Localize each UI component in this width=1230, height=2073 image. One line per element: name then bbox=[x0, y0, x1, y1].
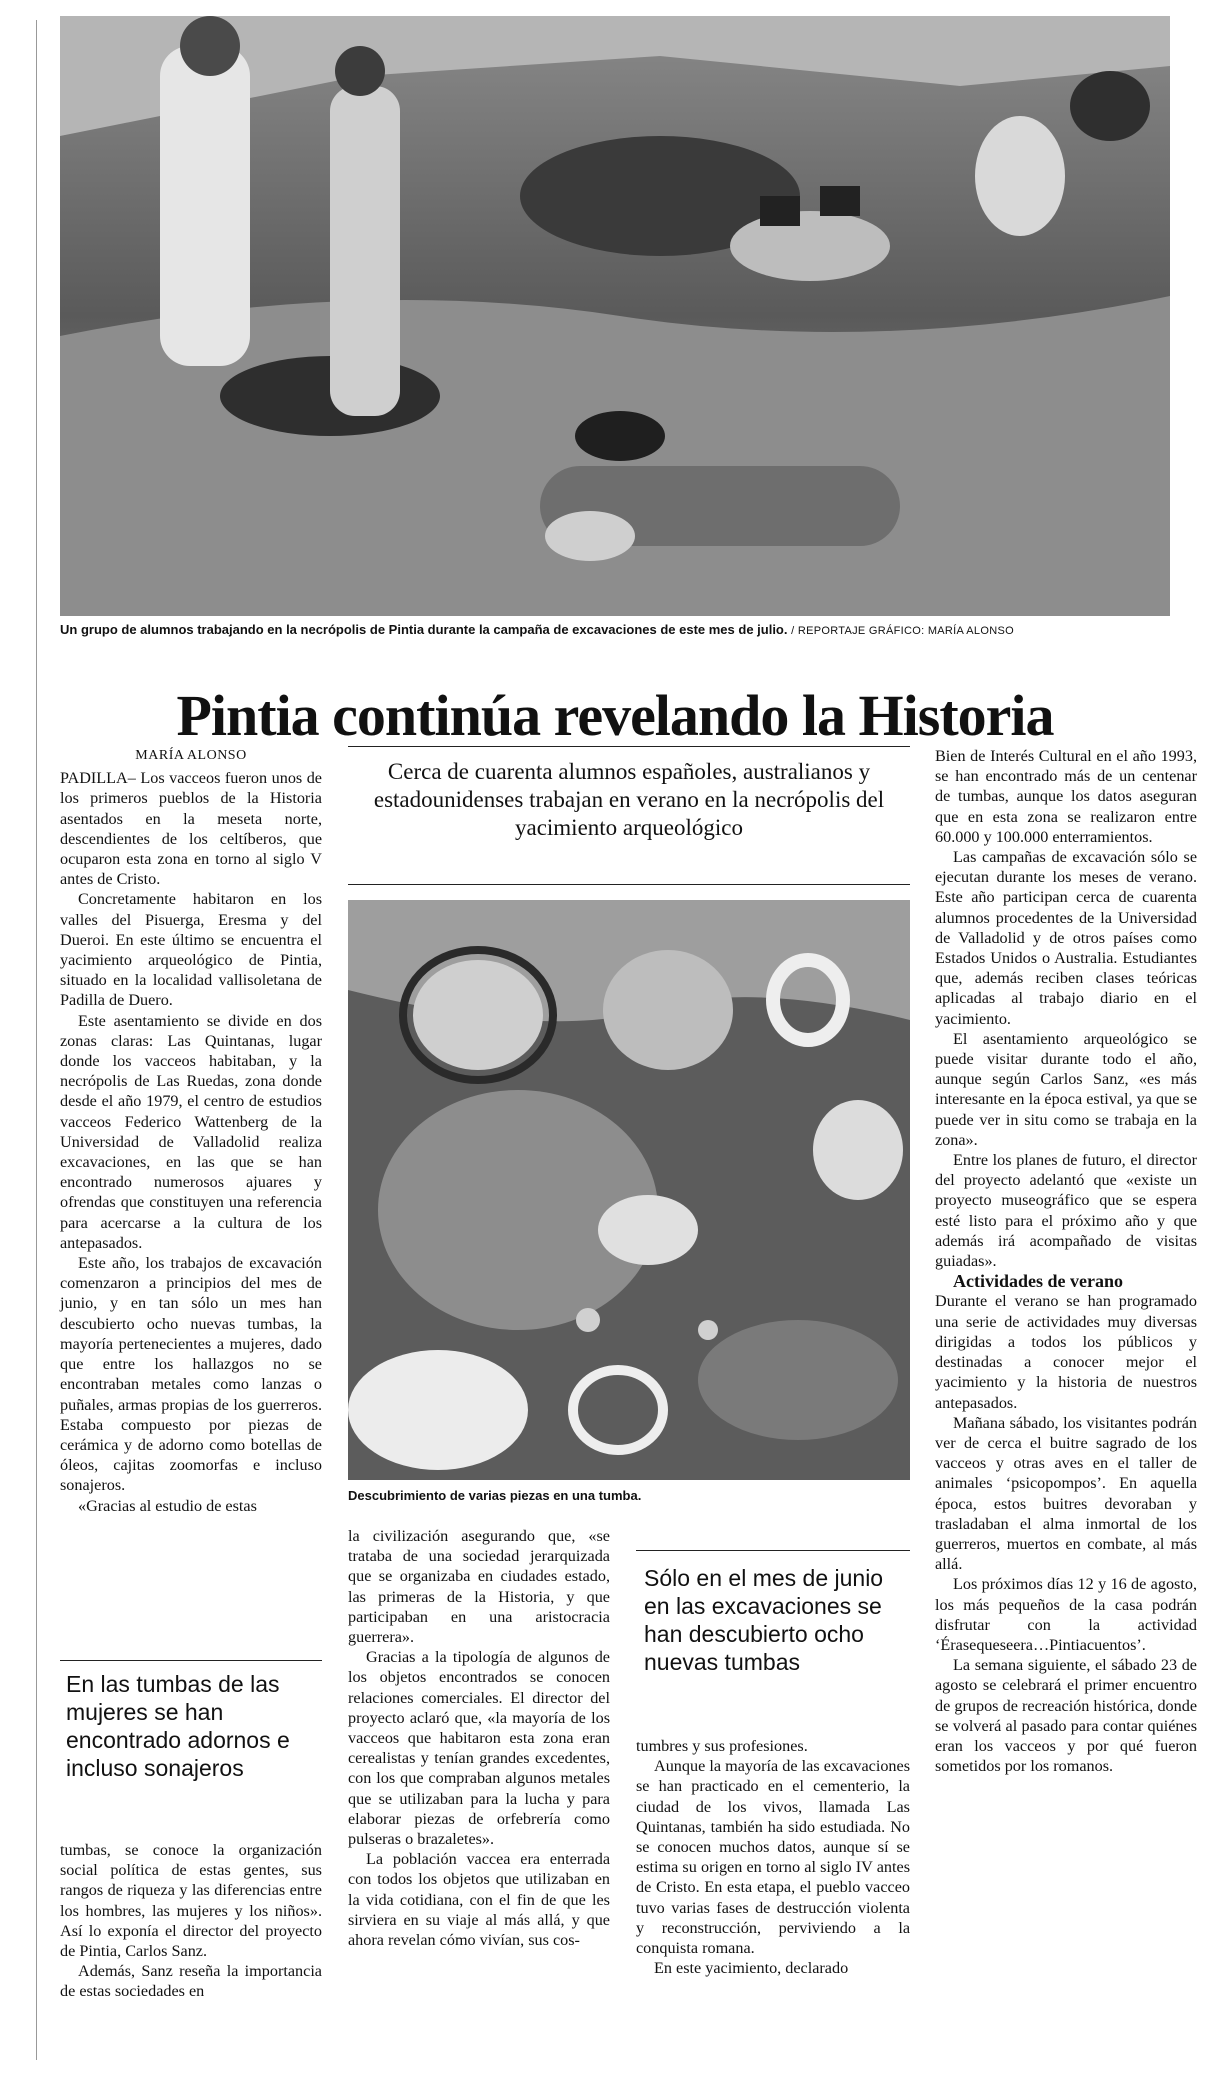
deck-rule-top bbox=[348, 746, 910, 747]
paragraph: La semana siguiente, el sábado 23 de agosto se celebrará el primer encuentro de grupos de recreación histórica, donde se volverá al pasado para contar quiénes eran los vacceos y por qué fueron sometidos por los romanos. bbox=[935, 1656, 1197, 1776]
paragraph: Este asentamiento se divide en dos zonas claras: Las Quintanas, lugar donde los vacceos habitaban, y la necrópolis de Las Ruedas, zona donde desde el año 1979, el centro de estudios vacceos Federico Wattenberg de la Universidad de Valladolid realiza excavaciones, en las que se han encontrado numerosos ajuares y ofrendas que constituyen una referencia para acercarse a la cultura de los antepasados. bbox=[60, 1011, 322, 1252]
photo-credit: / REPORTAJE GRÁFICO: MARÍA ALONSO bbox=[791, 625, 1014, 637]
paragraph: Los próximos días 12 y 16 de agosto, los más pequeños de la casa podrán disfrutar con la actividad ‘Érasequeseera…Pintiacuentos’. bbox=[935, 1575, 1197, 1654]
page-edge-rule bbox=[36, 20, 37, 2060]
paragraph: «Gracias al estudio de estas bbox=[78, 1496, 257, 1515]
paragraph: En este yacimiento, declarado bbox=[654, 1959, 849, 1978]
paragraph: Bien de Interés Cultural en el año 1993, se han encontrado más de un centenar de tumbas, aunque los datos aseguran que en esta zona se realizaron entre 60.000 y 100.000 enterramientos. bbox=[935, 747, 1197, 846]
headline: Pintia continúa revelando la Historia bbox=[176, 682, 1054, 748]
paragraph: tumbres y sus profesiones. bbox=[636, 1737, 808, 1755]
column-1 bbox=[60, 746, 322, 1516]
section-subhead: Actividades de verano bbox=[953, 1271, 1123, 1292]
deck: Cerca de cuarenta alumnos españoles, australianos y estadounidenses trabajan en verano en la necrópolis del yacimiento arqueológico bbox=[373, 759, 885, 840]
paragraph: Además, Sanz reseña la importancia de estas sociedades en bbox=[60, 1962, 322, 2001]
paragraph: El asentamiento arqueológico se puede visitar durante todo el año, aunque según Carlos Sanz, «es más interesante en la época estival, ya que se puede ver in situ como se trabaja en la zona». bbox=[935, 1029, 1197, 1149]
tomb-photo-caption: Descubrimiento de varias piezas en una tumba. bbox=[348, 1488, 642, 1503]
column-3 bbox=[636, 1736, 910, 1978]
paragraph: Entre los planes de futuro, el director del proyecto adelantó que «existe un proyecto museográfico que se espera esté listo para el próximo año y que además irá acompañado de visitas guiadas». bbox=[935, 1151, 1197, 1271]
column-1-continued bbox=[60, 1840, 322, 2002]
paragraph: Gracias a la tipología de algunos de los objetos encontrados se conocen relaciones comerciales. El director del proyecto aclaró que, «la mayoría de los vacceos que habitaron esta zona eran cerealistas y tenían grandes excedentes, con los que compraban algunos metales que se utilizaban para la lucha y para elaborar piezas de orfebrería como pulseras o brazaletes». bbox=[348, 1648, 610, 1849]
main-photo-caption bbox=[60, 622, 1014, 638]
column-2 bbox=[348, 1526, 610, 1950]
paragraph: la civilización asegurando que, «se trataba de una sociedad jerarquizada que se organizaba en ciudades estado, las primeras de la Historia, y que participaban en una aristocracia guerrera». bbox=[348, 1527, 610, 1647]
paragraph: Concretamente habitaron en los valles del Pisuerga, Eresma y del Dueroi. En este último se encuentra el yacimiento arqueológico de Pintia, situado en la localidad vallisoletana de Padilla de Duero. bbox=[60, 890, 322, 1010]
paragraph: Mañana sábado, los visitantes podrán ver de cerca el buitre sagrado de los vacceos y otras aves en el taller de animales ‘psicopompos’. En aquella época, estos buitres devoraban y trasladaban el alma inmortal de los guerreros, muertos en combate, al más allá. bbox=[935, 1413, 1197, 1574]
deck-rule-bottom bbox=[348, 884, 910, 885]
paragraph: Aunque la mayoría de las excavaciones se han practicado en el cementerio, la ciudad de los vivos, llamada Las Quintanas, también ha sido estudiada. No se conocen muchos datos, aunque sí se estima su origen en torno al siglo IV antes de Cristo. En esta etapa, el pueblo vacceo tuvo varias fases de destrucción violenta y reconstrucción, perviviendo a la conquista romana. bbox=[636, 1757, 910, 1958]
paragraph: La población vaccea era enterrada con todos los objetos que utilizaban en la vida cotidiana, con el fin de que les sirviera en su viaje al más allá, y que ahora revelan cómo vivían, sus cos- bbox=[348, 1850, 610, 1950]
caption-text: Un grupo de alumnos trabajando en la necrópolis de Pintia durante la campaña de excavaciones de este mes de julio. bbox=[60, 622, 788, 637]
paragraph: Durante el verano se han programado una serie de actividades muy diversas dirigidas a todos los públicos y destinadas a conocer mejor el yacimiento y la historia de nuestros antepasados. bbox=[935, 1292, 1197, 1412]
pull-quote-2-rule-top bbox=[636, 1550, 910, 1551]
paragraph: tumbas, se conoce la organización social política de estas gentes, sus rangos de riqueza y las diferencias entre los hombres, las mujeres y los niños». Así lo exponía el director del proyecto de Pintia, Carlos Sanz. bbox=[60, 1841, 322, 1961]
pull-quote-rule-top bbox=[60, 1660, 322, 1661]
paragraph: Este año, los trabajos de excavación comenzaron a principios del mes de junio, y en tan sólo un mes han descubierto ocho nuevas tumbas, la mayoría pertenecientes a mujeres, dado que entre los hallazgos no se encontraban metales como lanzas o puñales, armas propias de los guerreros. Estaba compuesto por piezas de cerámica y de adorno como botellas de óleos, cajitas zoomorfas e incluso sonajeros. bbox=[60, 1254, 322, 1495]
tomb-photo bbox=[348, 900, 910, 1480]
column-4 bbox=[935, 746, 1197, 1776]
paragraph: Las campañas de excavación sólo se ejecutan durante los meses de verano. Este año participan cerca de cuarenta alumnos procedentes de la Universidad de Valladolid y de otros países como Estados Unidos o Australia. Estudiantes que, además reciben clases teóricas aplicadas al trabajo diario en el yacimiento. bbox=[935, 848, 1197, 1028]
pull-quote-women-tombs: En las tumbas de las mujeres se han encontrado adornos e incluso sonajeros bbox=[66, 1671, 290, 1781]
pull-quote-june-tombs: Sólo en el mes de junio en las excavaciones se han descubierto ocho nuevas tumbas bbox=[644, 1565, 884, 1675]
byline: MARÍA ALONSO bbox=[135, 748, 247, 763]
excavation-photo bbox=[60, 16, 1170, 616]
paragraph: PADILLA– Los vacceos fueron unos de los primeros pueblos de la Historia asentados en la meseta norte, descendientes de los celtíberos, que ocuparon esta zona en torno al siglo V antes de Cristo. bbox=[60, 769, 322, 889]
